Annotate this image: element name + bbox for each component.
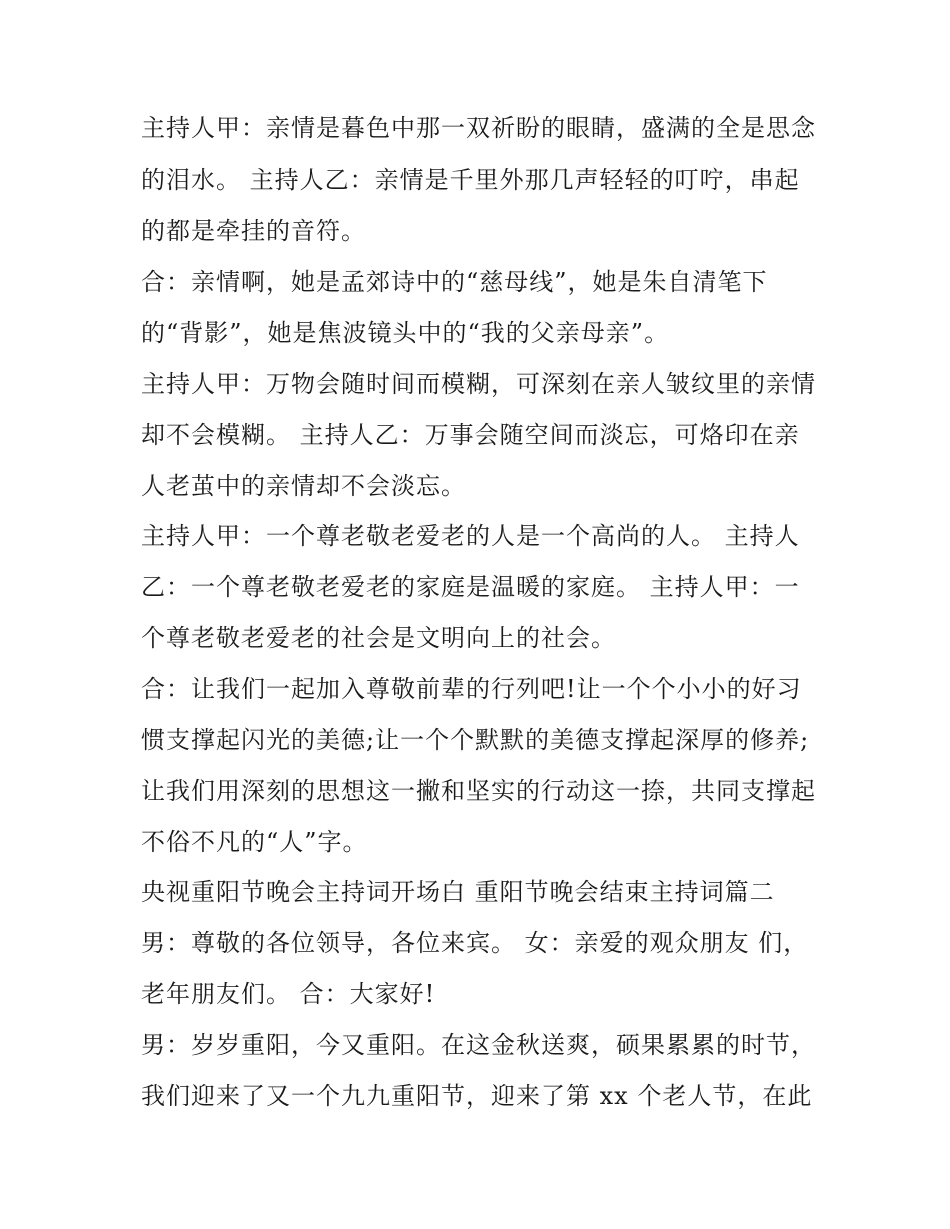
text-line: 合：亲情啊，她是孟郊诗中的“慈母线”，她是朱自清笔下	[141, 268, 768, 296]
text-line: 主持人甲：亲情是暮色中那一双祈盼的眼睛，盛满的全是思念	[141, 114, 816, 142]
text-line: 人老茧中的亲情却不会淡忘。	[141, 472, 466, 500]
text-line: 惯支撑起闪光的美德;让一个个默默的美德支撑起深厚的修养;	[141, 726, 810, 754]
text-line: 男：尊敬的各位领导，各位来宾。 女：亲爱的观众朋友 们，	[141, 929, 809, 957]
text-line: 我们迎来了又一个九九重阳节，迎来了第 xx 个老人节，在此	[141, 1082, 813, 1110]
text-line: 央视重阳节晚会主持词开场白 重阳节晚会结束主持词篇二	[141, 878, 775, 906]
text-line: 个尊老敬老爱老的社会是文明向上的社会。	[141, 624, 616, 652]
text-line: 主持人甲：万物会随时间而模糊，可深刻在亲人皱纹里的亲情	[141, 370, 816, 398]
text-line: 合：让我们一起加入尊敬前辈的行列吧!让一个个小小的好习	[141, 675, 802, 703]
text-line: 主持人甲：一个尊老敬老爱老的人是一个高尚的人。 主持人	[141, 522, 800, 550]
text-line: 老年朋友们。 合：大家好!	[141, 980, 436, 1008]
text-line: 的都是牵挂的音符。	[141, 217, 366, 245]
text-line: 男：岁岁重阳，今又重阳。在这金秋送爽，硕果累累的时节，	[141, 1031, 816, 1059]
text-line: 不俗不凡的“人”字。	[141, 828, 368, 856]
text-line: 乙：一个尊老敬老爱老的家庭是温暖的家庭。 主持人甲：一	[141, 573, 800, 601]
text-line: 却不会模糊。 主持人乙：万事会随空间而淡忘，可烙印在亲	[141, 421, 800, 449]
text-line: 的“背影”，她是焦波镜头中的“我的父亲母亲”。	[141, 319, 670, 347]
text-line: 让我们用深刻的思想这一撇和坚实的行动这一捺，共同支撑起	[141, 777, 816, 805]
text-line: 的泪水。 主持人乙：亲情是千里外那几声轻轻的叮咛，串起	[141, 166, 800, 194]
